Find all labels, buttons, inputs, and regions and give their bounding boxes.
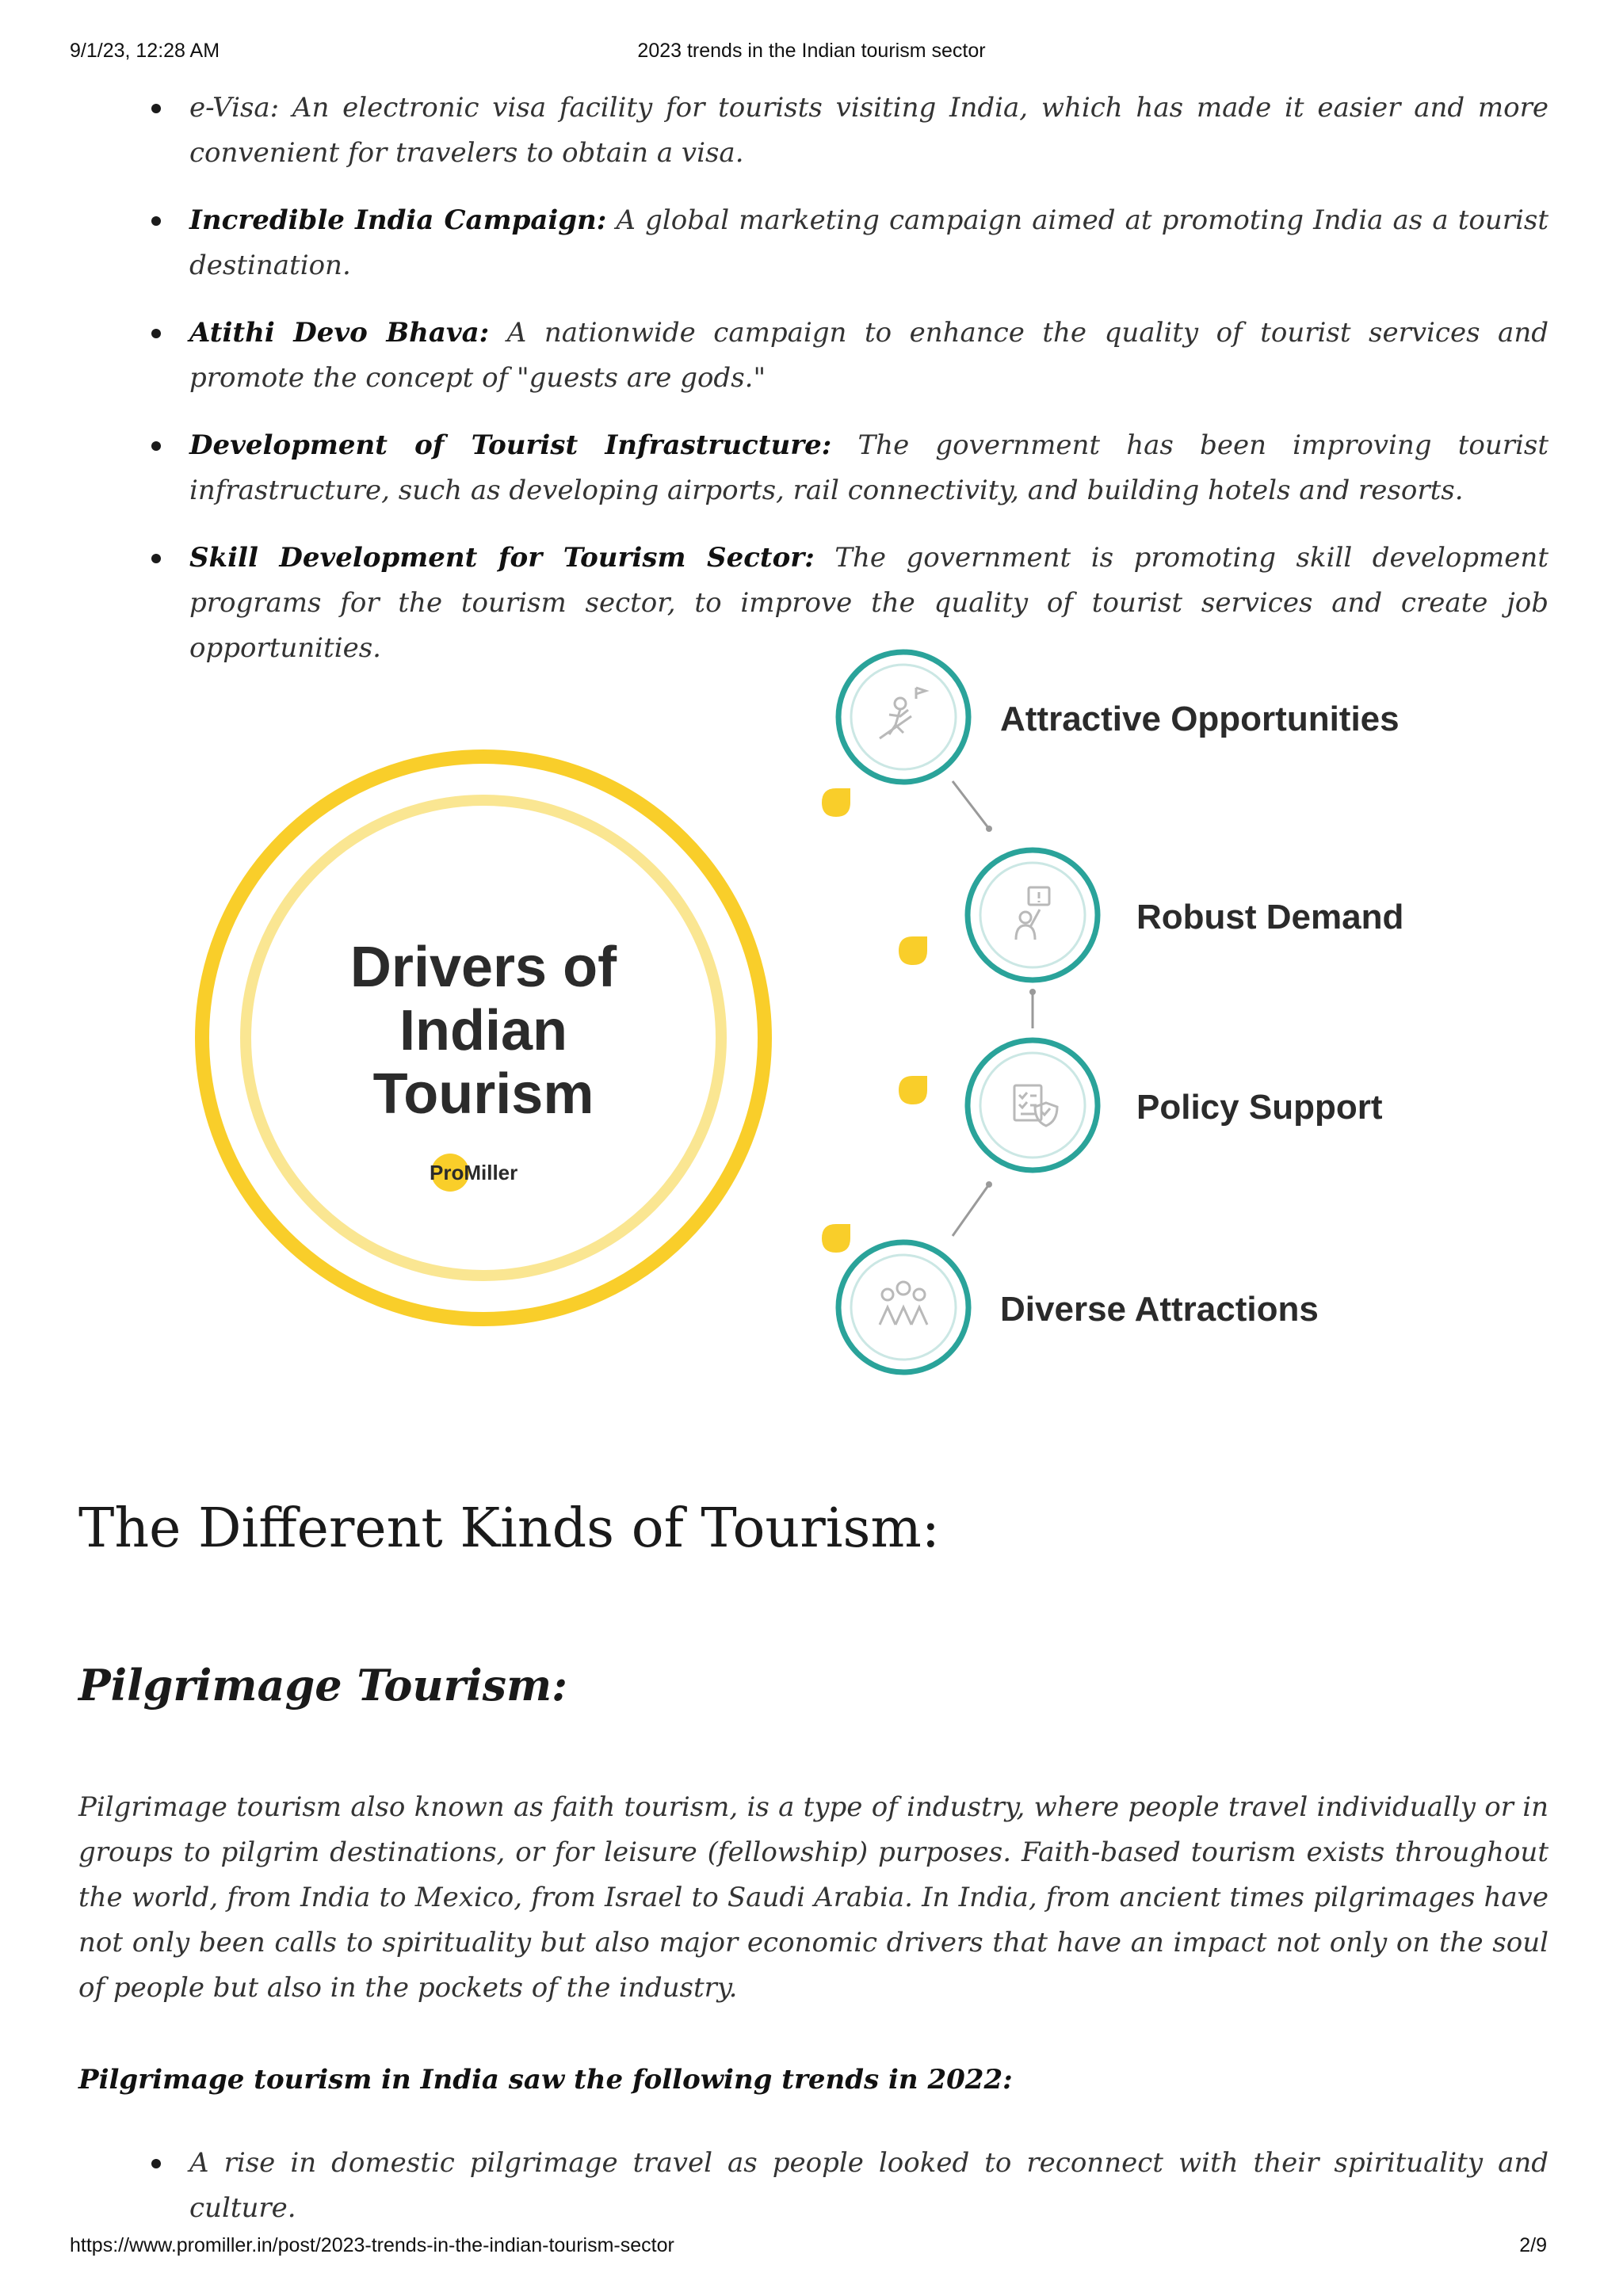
yellow-leaf-accent [822,1224,850,1253]
initiatives-list [78,86,1549,671]
brand-miller: Miller [464,1161,518,1184]
list-item [78,86,1549,176]
yellow-leaf-accent [822,788,850,817]
driver-attractive-opportunities [838,652,1400,782]
pilgrimage-paragraph: Pilgrimage tourism also known as faith tourism, is a type of industry, where people travel individually or in groups to pilgrim destinations, or for leisure (fellowship) purposes. Faith-based tourism exists throughout the world, from India to Mexico, from Israel to Saudi Arabia. In India, from ancient times pilgrimages have not only been calls to spirituality but also major economic drivers that have an impact not only on the soul of people but also in the pockets of the industry. [78,1791,1549,2004]
initiative-text: The government is promoting skill development programs for the tourism sector, to improve the quality of tourist services and create job opportunities. [189,542,1549,664]
section-heading: The Different Kinds of Tourism: [78,1497,940,1560]
initiatives-section [78,86,1549,671]
connector-line [953,1184,989,1236]
yellow-leaf-accent [899,1076,927,1104]
yellow-leaf-accent [899,936,927,965]
trends-section [78,2141,1549,2231]
initiative-term: Development of Tourist Infrastructure: [189,429,832,461]
driver-policy-support [968,1040,1383,1170]
print-url[interactable]: https://www.promiller.in/post/2023-trends-in-the-indian-tourism-sector [70,2234,674,2256]
trends-list [78,2141,1549,2231]
print-page-title: 2023 trends in the Indian tourism sector [637,40,986,62]
list-item [78,311,1549,401]
initiative-term: Incredible India Campaign: [189,204,607,236]
initiative-text: A nationwide campaign to enhance the quality of tourist services and promote the concept of "guests are gods." [189,317,1549,394]
connector-dot [1029,989,1036,995]
print-page-number: 2/9 [1519,2234,1547,2256]
infographic-title-line3: Tourism [372,1062,594,1126]
subsection-heading: Pilgrimage Tourism: [78,1660,568,1711]
list-item [78,198,1549,288]
brand-logo [430,1161,517,1184]
connector-dot [986,826,992,832]
print-footer [0,2234,1623,2261]
driver-label: Diverse Attractions [1000,1290,1319,1329]
trends-heading: Pilgrimage tourism in India saw the following trends in 2022: [78,2064,1013,2096]
brand-pro: Pro [430,1161,464,1184]
driver-label: Policy Support [1136,1088,1383,1127]
initiative-text: A global marketing campaign aimed at promoting India as a tourist destination. [189,204,1549,281]
print-datetime: 9/1/23, 12:28 AM [70,40,220,62]
infographic-title-line1: Drivers of [349,936,617,999]
initiative-term: Skill Development for Tourism Sector: [189,542,815,574]
connector-dot [986,1181,992,1188]
driver-ring [838,652,968,782]
driver-label: Robust Demand [1136,898,1404,936]
initiative-text: e-Visa: An electronic visa facility for tourists visiting India, which has made it easier and more convenient for travelers to obtain a visa. [189,92,1549,169]
driver-robust-demand [968,850,1403,980]
initiative-text: The government has been improving tourist infrastructure, such as developing airports, rail connectivity, and building hotels and resorts. [189,429,1549,506]
drivers-infographic [182,626,1466,1386]
print-header [0,40,1623,67]
list-item: A rise in domestic pilgrimage travel as people looked to reconnect with their spirituality and culture. [78,2141,1549,2231]
infographic-title-line2: Indian [399,999,567,1062]
connector-line [953,781,989,829]
driver-label: Attractive Opportunities [1000,700,1400,738]
list-item [78,423,1549,513]
driver-ring [968,850,1098,980]
driver-diverse-attractions [838,1242,1319,1372]
initiative-term: Atithi Devo Bhava: [189,317,490,349]
